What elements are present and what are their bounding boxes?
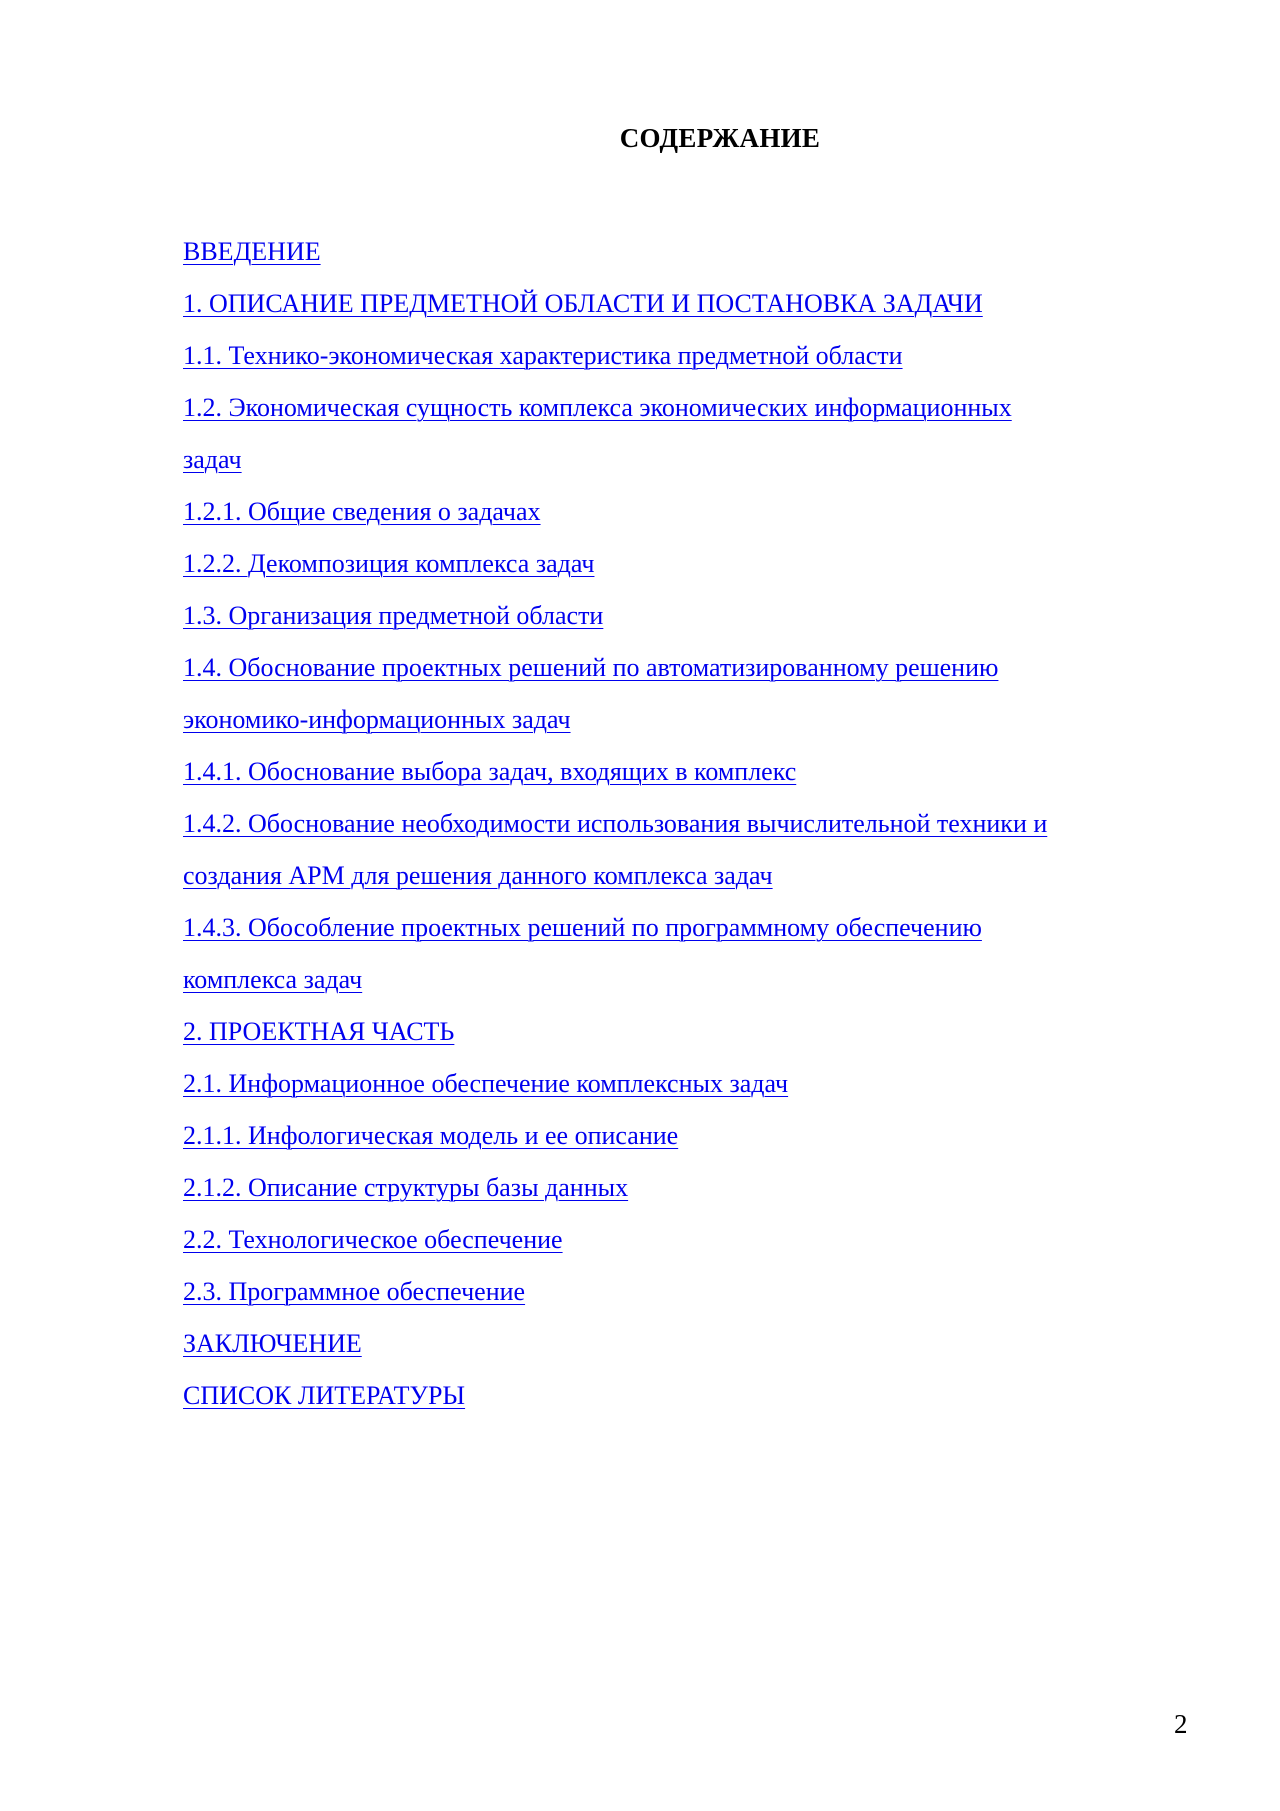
toc-entry (183, 746, 1193, 798)
toc-link-section-1-4[interactable]: 1.4. Обоснование проектных решений по автоматизированному решению (183, 653, 999, 682)
toc-link-section-1-4-continued[interactable]: экономико-информационных задач (183, 705, 571, 734)
toc-entry (183, 538, 1193, 590)
toc-entry (183, 330, 1193, 382)
toc-link-section-2[interactable]: 2. ПРОЕКТНАЯ ЧАСТЬ (183, 1017, 455, 1046)
toc-link-section-1-2-1[interactable]: 1.2.1. Общие сведения о задачах (183, 497, 541, 526)
toc-entry (183, 694, 1193, 746)
toc-link-section-2-1-1[interactable]: 2.1.1. Инфологическая модель и ее описание (183, 1121, 679, 1150)
page-number: 2 (1174, 1709, 1188, 1739)
toc-entry (183, 1370, 1193, 1422)
toc-link-section-1-4-3[interactable]: 1.4.3. Обособление проектных решений по программному обеспечению (183, 913, 982, 942)
toc-title: СОДЕРЖАНИЕ (619, 123, 821, 153)
toc-entry (183, 382, 1193, 434)
toc-entry (183, 850, 1193, 902)
toc-link-section-1-4-3-continued[interactable]: комплекса задач (183, 965, 363, 994)
toc-entry (183, 642, 1193, 694)
toc-entry (183, 1266, 1193, 1318)
toc-entry (183, 1058, 1193, 1110)
toc-entry (183, 434, 1193, 486)
toc-entry (183, 1006, 1193, 1058)
toc-link-conclusion[interactable]: ЗАКЛЮЧЕНИЕ (183, 1329, 362, 1358)
toc-link-section-2-3[interactable]: 2.3. Программное обеспечение (183, 1277, 526, 1306)
toc-link-section-2-1-2[interactable]: 2.1.2. Описание структуры базы данных (183, 1173, 629, 1202)
toc-entry (183, 902, 1193, 954)
toc-entry (183, 486, 1193, 538)
toc-link-section-1-3[interactable]: 1.3. Организация предметной области (183, 601, 604, 630)
toc-list (183, 226, 1193, 1422)
toc-entry (183, 1214, 1193, 1266)
toc-link-section-2-1[interactable]: 2.1. Информационное обеспечение комплексных задач (183, 1069, 789, 1098)
toc-entry (183, 590, 1193, 642)
toc-link-section-1-1[interactable]: 1.1. Технико-экономическая характеристика предметной области (183, 341, 903, 370)
toc-link-section-1[interactable]: 1. ОПИСАНИЕ ПРЕДМЕТНОЙ ОБЛАСТИ И ПОСТАНОВКА ЗАДАЧИ (183, 289, 983, 318)
toc-link-introduction[interactable]: ВВЕДЕНИЕ (183, 237, 321, 266)
toc-entry (183, 798, 1193, 850)
toc-link-section-1-4-2-continued[interactable]: создания АРМ для решения данного комплекса задач (183, 861, 773, 890)
toc-entry (183, 278, 1193, 330)
toc-link-section-2-2[interactable]: 2.2. Технологическое обеспечение (183, 1225, 563, 1254)
toc-link-bibliography[interactable]: СПИСОК ЛИТЕРАТУРЫ (183, 1381, 466, 1410)
toc-entry (183, 1162, 1193, 1214)
toc-link-section-1-4-1[interactable]: 1.4.1. Обоснование выбора задач, входящих в комплекс (183, 757, 797, 786)
toc-link-section-1-4-2[interactable]: 1.4.2. Обоснование необходимости использования вычислительной техники и (183, 809, 1048, 838)
toc-entry (183, 226, 1193, 278)
toc-link-section-1-2-2[interactable]: 1.2.2. Декомпозиция комплекса задач (183, 549, 595, 578)
toc-entry (183, 1318, 1193, 1370)
toc-entry (183, 1110, 1193, 1162)
toc-link-section-1-2-continued[interactable]: задач (183, 445, 242, 474)
toc-entry (183, 954, 1193, 1006)
toc-link-section-1-2[interactable]: 1.2. Экономическая сущность комплекса экономических информационных (183, 393, 1012, 422)
